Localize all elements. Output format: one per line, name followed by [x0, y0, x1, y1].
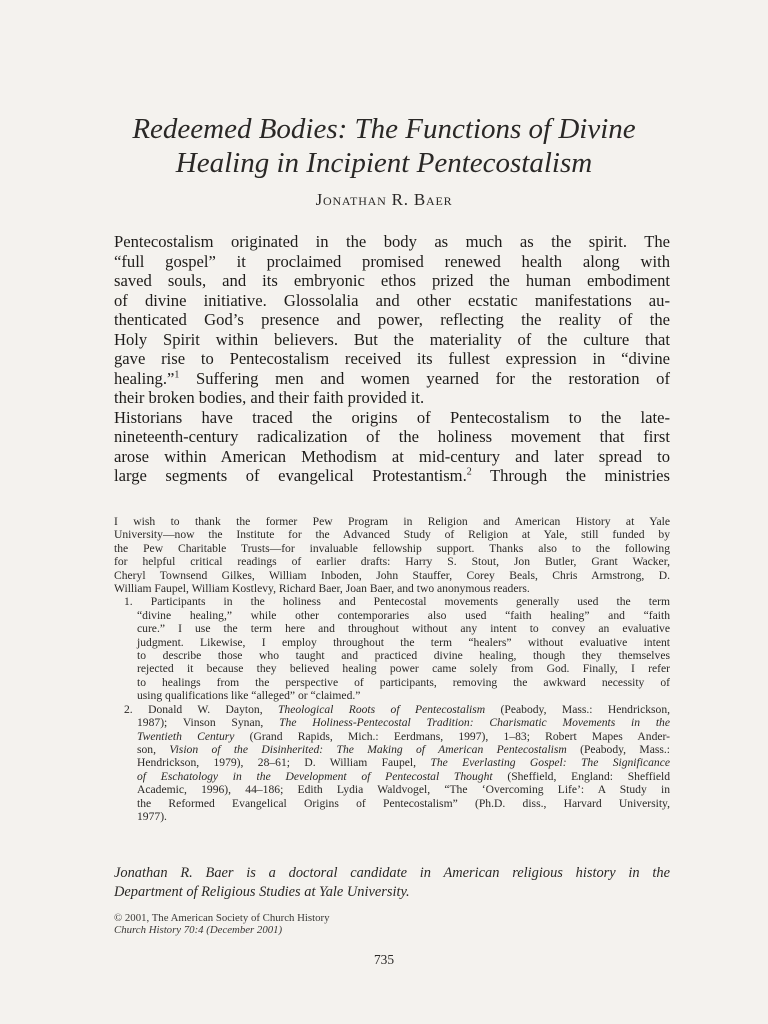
footnote-line: William Faupel, William Kostlevy, Richard Baer, Joan Baer, and two anonymous readers. — [114, 582, 530, 596]
footnote-line — [114, 703, 670, 716]
footnote-line: cure.” I use the term here and throughout without any intent to convey an evaluative — [137, 622, 670, 636]
footnote-2 — [114, 703, 670, 824]
text-line: saved souls, and its embryonic ethos prized the human embodiment — [114, 271, 670, 290]
text-fragment: (Peabody, Mass.: — [566, 742, 671, 756]
footnote-1 — [114, 595, 670, 702]
text-line: thenticated God’s presence and power, reflecting the reality of the — [114, 310, 670, 329]
text-fragment: Suffering men and women yearned for the restoration of — [196, 368, 670, 388]
text-line: of divine initiative. Glossolalia and other ecstatic manifestations au- — [114, 290, 670, 310]
footnote-line: to healings from the perspective of participants, removing the awkward necessity of — [137, 675, 670, 689]
copyright-line: © 2001, The American Society of Church History — [114, 912, 330, 924]
footnote-line — [114, 730, 670, 743]
footnote-line: Academic, 1996), 44–186; Edith Lydia Waldvogel, “The ‘Overcoming Life’: A Study in — [137, 783, 670, 797]
text-fragment: Hendrickson, 1979), 28–61; D. William Faupel, — [137, 756, 431, 770]
footnote-line: 1. Participants in the holiness and Pentecostal movements generally used the term — [124, 595, 670, 609]
text-line: arose within American Methodism at mid-century and later spread to — [114, 446, 670, 466]
footnote-line: I wish to thank the former Pew Program in Religion and American History at Yale — [114, 515, 670, 528]
book-title: Twentieth Century — [137, 729, 235, 743]
text-fragment: (Grand Rapids, Mich.: Eerdmans, 1997), 1–83; Robert Mapes Ander- — [234, 729, 671, 743]
journal-citation: Church History 70:4 (December 2001) — [114, 924, 283, 937]
footnote-ref-1[interactable]: 1 — [174, 368, 180, 380]
book-title: of Eschatology in the Development of Pentecostal Thought — [137, 769, 493, 783]
text-fragment: Through the ministries — [490, 466, 670, 485]
footnote-line: 1977). — [137, 809, 167, 823]
footnote-line: using qualifications like “alleged” or “claimed.” — [137, 689, 361, 703]
footnote-line: “divine healing,” while other contemporaries also used “faith healing” and “faith — [137, 608, 670, 622]
footnote-line — [114, 743, 670, 756]
footnote-line — [114, 756, 670, 769]
text-line: gave rise to Pentecostalism received its fullest expression in “divine — [114, 349, 670, 368]
footnotes — [114, 515, 670, 823]
title-line-1: Redeemed Bodies: The Functions of Divine — [132, 113, 636, 145]
text-fragment: healing.” — [114, 368, 175, 388]
text-fragment: son, — [137, 742, 170, 756]
text-fragment: (Sheffield, England: Sheffield — [492, 769, 670, 783]
paragraph-2 — [114, 408, 670, 486]
paragraph-1 — [114, 232, 670, 408]
text-fragment: large segments of evangelical Protestantism. — [114, 466, 467, 485]
text-line: Holy Spirit within believers. But the materiality of the culture that — [114, 329, 670, 349]
book-title: Theological Roots of Pentecostalism — [277, 702, 486, 716]
body-text — [114, 232, 670, 486]
footnote-line: for helpful critical readings of earlier drafts: Harry S. Stout, Jon Butler, Grant Wacker, — [114, 555, 670, 569]
text-fragment: (Peabody, Mass.: Hendrickson, — [485, 702, 671, 716]
acknowledgment-note — [114, 515, 670, 595]
text-fragment: 2. Donald W. Dayton, — [124, 702, 278, 716]
text-line: nineteenth-century radicalization of the holiness movement that first — [114, 427, 670, 446]
bio-line: Department of Religious Studies at Yale University. — [114, 884, 410, 900]
footnote-ref-2[interactable]: 2 — [466, 466, 472, 478]
text-line: Historians have traced the origins of Pentecostalism to the late- — [114, 407, 670, 427]
book-title: The Holiness-Pentecostal Tradition: Charismatic Movements in the — [279, 716, 670, 730]
book-title: The Everlasting Gospel: The Significance — [430, 756, 670, 770]
footnote-line: the Pew Charitable Trusts—for invaluable fellowship support. Thanks also to the following — [114, 541, 670, 555]
footnote-line: rejected it because they believed healing power came solely from God. Finally, I refer — [137, 662, 670, 676]
text-fragment: 1987); Vinson Synan, — [137, 716, 280, 730]
footnote-line: judgment. Likewise, I employ throughout the term “healers” without evaluative intent — [137, 635, 670, 649]
text-line — [114, 369, 670, 389]
title-line-2: Healing in Incipient Pentecostalism — [175, 147, 593, 179]
text-line — [114, 466, 670, 486]
footnote-line: Cheryl Townsend Gilkes, William Inboden, John Stauffer, Corey Beals, Chris Armstrong, D. — [114, 568, 670, 582]
footnote-line: the Reformed Evangelical Origins of Pentecostalism” (Ph.D. diss., Harvard University, — [137, 796, 670, 810]
copyright-notice — [114, 912, 330, 937]
text-line: their broken bodies, and their faith provided it. — [114, 388, 425, 407]
footnote-line — [114, 770, 670, 783]
footnote-line: to describe those who taught and practiced divine healing, though they themselves — [137, 649, 670, 663]
author-name: Jonathan R. Baer — [315, 190, 453, 209]
footnote-line: University—now the Institute for the Advanced Study of Religion at Yale, still funded by — [114, 528, 670, 542]
page-number: 735 — [373, 952, 395, 967]
bio-line: Jonathan R. Baer is a doctoral candidate in American religious history in the — [114, 865, 670, 881]
text-line: “full gospel” it proclaimed promised renewed health along with — [114, 251, 670, 271]
text-line: Pentecostalism originated in the body as much as the spirit. The — [114, 232, 670, 251]
article-title — [60, 112, 708, 180]
author-bio — [114, 864, 670, 902]
book-title: Vision of the Disinherited: The Making of American Pentecostalism — [169, 742, 567, 756]
footnote-line — [114, 716, 670, 729]
